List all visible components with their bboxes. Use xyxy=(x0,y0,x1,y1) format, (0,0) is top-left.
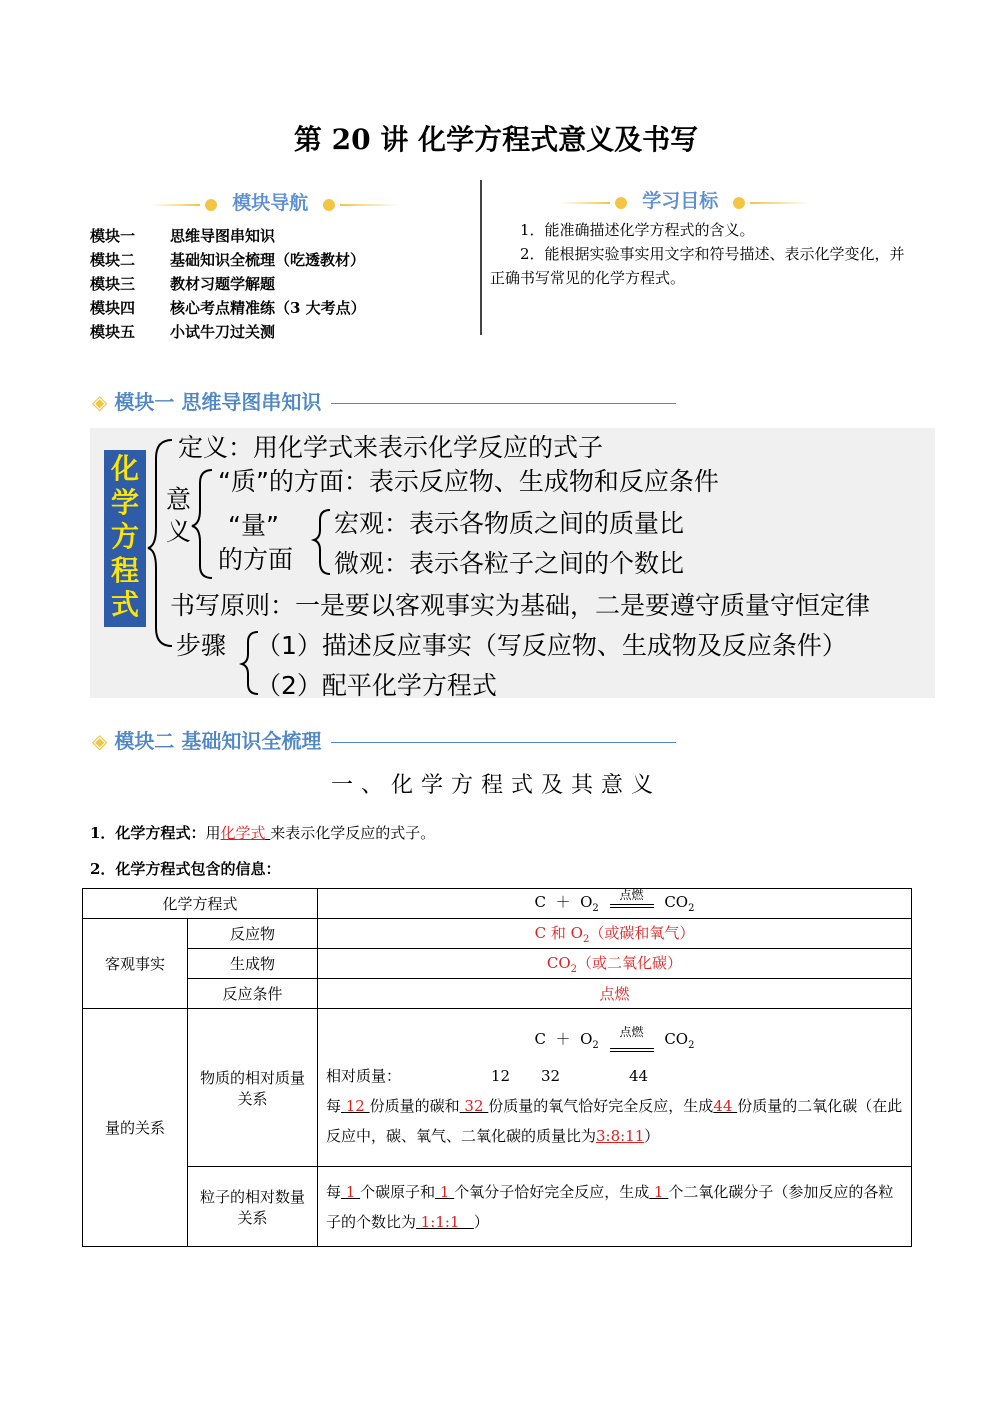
mind-step2: （2）配平化学方程式 xyxy=(256,671,497,700)
mass-relation-value: $C + O_2$ 点燃 $CO_2$ 相对质量： 12 32 44 每 12 份质量的碳和 32 份质量的氧气恰好完全反应，生成44 份质量的二氧化碳（在此反应中，碳、氧气、二氧化碳的质量比为3:8:11） xyxy=(317,1009,911,1167)
nav-item[interactable]: 模块二 基础知识全梳理（吃透教材） xyxy=(90,251,366,269)
section-title: 一、化学方程式及其意义 xyxy=(330,773,661,798)
goals-heading: 学习目标 xyxy=(560,186,810,213)
objective-facts: 客观事实 xyxy=(83,919,188,1009)
mind-quantity: “量” xyxy=(228,511,279,540)
mind-map xyxy=(90,428,935,698)
learning-goals xyxy=(490,218,905,290)
mind-micro: 微观：表示各粒子之间的个数比 xyxy=(334,549,685,578)
particle-relation-label: 粒子的相对数量关系 xyxy=(188,1167,318,1247)
dot-icon xyxy=(615,197,627,209)
module-nav xyxy=(90,224,366,344)
paragraph-1: 1．化学方程式：用化学式 来表示化学反应的式子。 xyxy=(90,824,436,842)
page-title: 第 20 讲 化学方程式意义及书写 xyxy=(293,123,699,156)
mind-steps: 步骤 xyxy=(176,631,227,660)
goal-item: 2．能根据实验事实用文字和符号描述、表示化学变化，并正确书写常见的化学方程式。 xyxy=(490,245,905,287)
dot-icon xyxy=(205,199,217,211)
nav-item[interactable]: 模块四 核心考点精准练（3 大考点） xyxy=(90,299,366,317)
reactant-label: 反应物 xyxy=(188,919,318,949)
mind-quantity-aspect: 的方面 xyxy=(218,545,294,574)
table-header-equation: 化学方程式 xyxy=(83,889,318,919)
info-table xyxy=(82,888,912,1247)
mind-quality: “质”的方面：表示反应物、生成物和反应条件 xyxy=(218,467,719,496)
mass-relation-label: 物质的相对质量关系 xyxy=(188,1009,318,1167)
double-diamond-icon: ◈ xyxy=(92,729,108,753)
module1-heading: ◈ 模块一 思维导图串知识 xyxy=(92,386,676,415)
module2-heading: ◈ 模块二 基础知识全梳理 xyxy=(92,725,676,754)
goal-item: 1．能准确描述化学方程式的含义。 xyxy=(520,221,755,239)
nav-item[interactable]: 模块三 教材习题学解题 xyxy=(90,275,276,293)
dot-icon xyxy=(733,197,745,209)
nav-heading: 模块导航 xyxy=(150,188,400,215)
quantity-relation: 量的关系 xyxy=(83,1009,188,1247)
double-diamond-icon: ◈ xyxy=(92,390,108,414)
mind-map-root: 化 学 方 程 式 xyxy=(104,450,146,627)
nav-item[interactable]: 模块一 思维导图串知识 xyxy=(90,227,276,245)
condition-value: 点燃 xyxy=(317,979,911,1009)
column-divider xyxy=(480,180,482,335)
paragraph-2: 2．化学方程式包含的信息： xyxy=(90,860,281,878)
particle-relation-value: 每 1 个碳原子和 1 个氧分子恰好完全反应，生成 1 个二氧化碳分子（参加反应的各粒子的个数比为 1:1:1 ） xyxy=(317,1167,911,1247)
condition-label: 反应条件 xyxy=(188,979,318,1009)
mind-def: 定义：用化学式来表示化学反应的式子 xyxy=(178,433,604,462)
mind-step1: （1）描述反应事实（写反应物、生成物及反应条件） xyxy=(256,631,847,660)
product-label: 生成物 xyxy=(188,949,318,979)
reactant-value: C 和 $O_2$（或碳和氧气） xyxy=(317,919,911,949)
product-value: $CO_2$（或二氧化碳） xyxy=(317,949,911,979)
equation-cell: $C + O_2$ 点燃 $CO_2$ xyxy=(317,889,911,919)
nav-item[interactable]: 模块五 小试牛刀过关测 xyxy=(90,323,276,341)
mind-meaning: 意义 xyxy=(166,485,192,546)
dot-icon xyxy=(323,199,335,211)
mind-macro: 宏观：表示各物质之间的质量比 xyxy=(334,509,685,538)
mind-principle: 书写原则：一是要以客观事实为基础，二是要遵守质量守恒定律 xyxy=(170,591,871,620)
